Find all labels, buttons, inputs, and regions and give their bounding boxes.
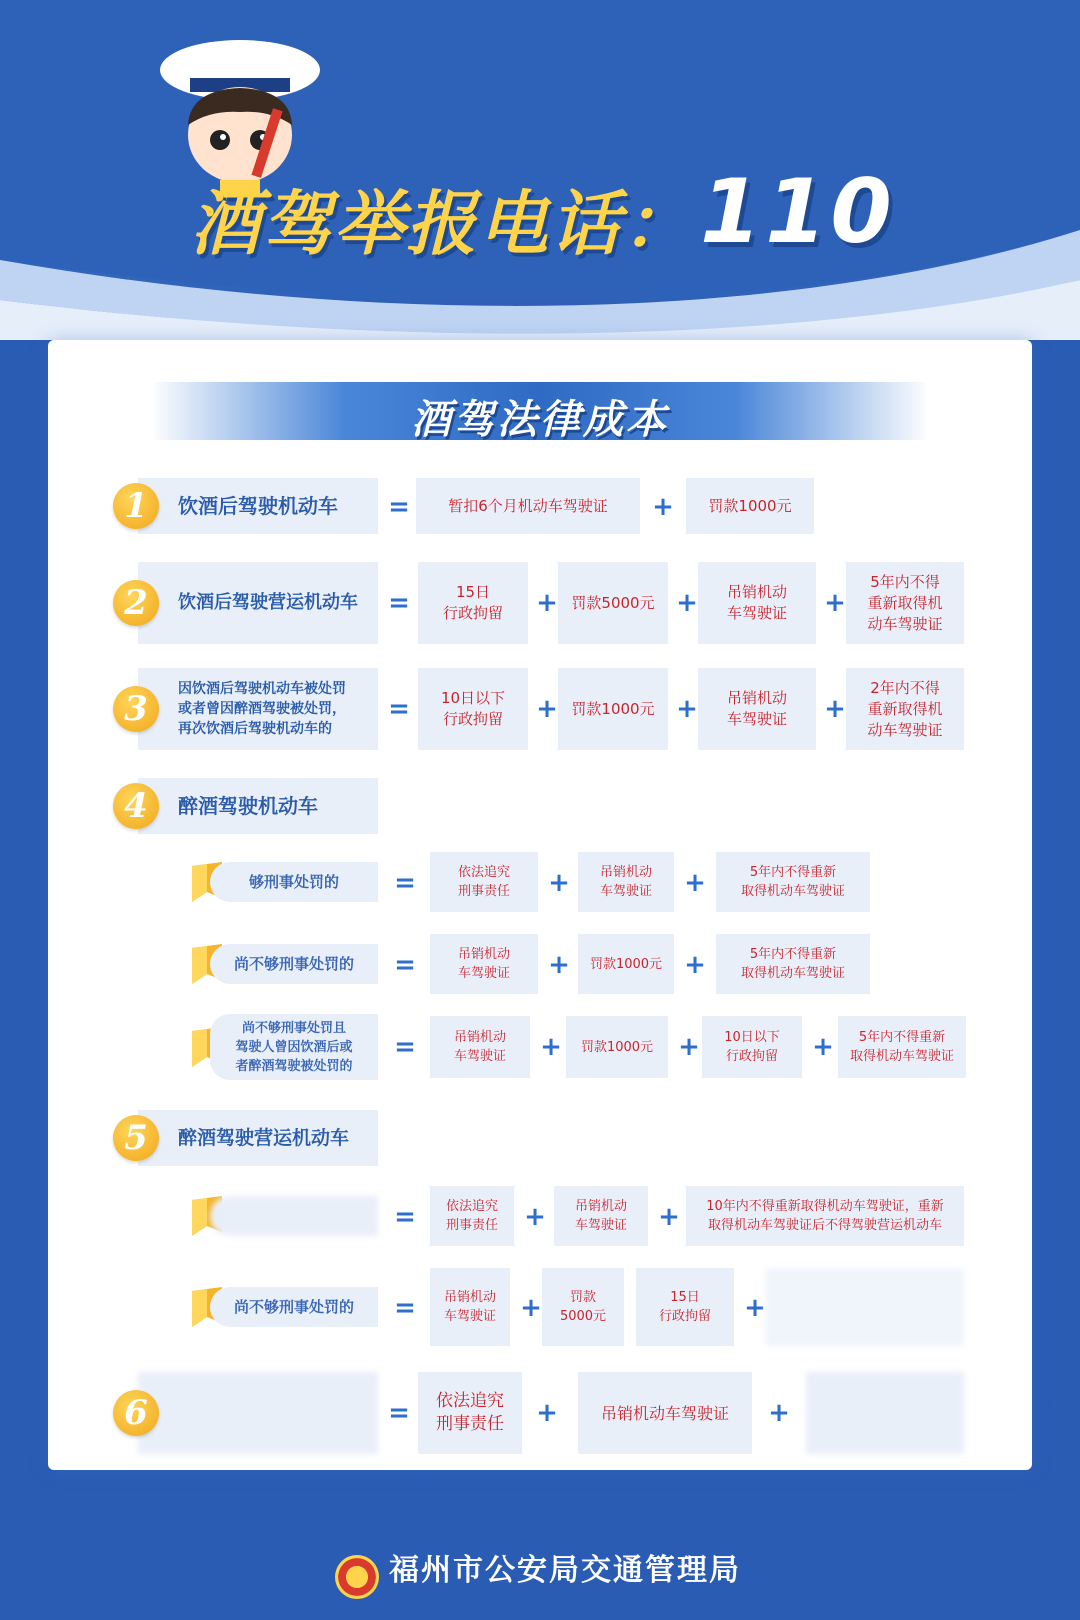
equals-sign: = (388, 1398, 410, 1428)
sub4-item: 罚款1000元 (578, 934, 674, 994)
row-label-4: 醉酒驾驶机动车 (138, 778, 378, 834)
row3-item: 吊销机动 车驾驶证 (698, 668, 816, 750)
row2-item: 5年内不得 重新取得机 动车驾驶证 (846, 562, 964, 644)
plus-sign: + (524, 1202, 546, 1232)
row-badge-1: 1 (113, 483, 159, 529)
plus-sign: + (536, 1398, 558, 1428)
equals-sign: = (388, 694, 410, 724)
row-label-3: 因饮酒后驾驶机动车被处罚 或者曾因醉酒驾驶被处罚， 再次饮酒后驾驶机动车的 (138, 668, 378, 750)
row-badge-4: 4 (113, 783, 159, 829)
equals-sign: = (388, 492, 410, 522)
equals-sign: = (394, 1032, 416, 1062)
sub4-item: 5年内不得重新 取得机动车驾驶证 (838, 1016, 966, 1078)
equals-sign: = (394, 1202, 416, 1232)
plus-sign: + (536, 694, 558, 724)
sub4-item: 吊销机动 车驾驶证 (430, 934, 538, 994)
sub5-item: 吊销机动 车驾驶证 (554, 1186, 648, 1246)
sub5-item (766, 1268, 964, 1346)
sub4-label: 够刑事处罚的 (210, 862, 378, 902)
plus-sign: + (684, 868, 706, 898)
sub5-label (210, 1196, 378, 1236)
sub4-item: 5年内不得重新 取得机动车驾驶证 (716, 852, 870, 912)
sub4-label: 尚不够刑事处罚且 驾驶人曾因饮酒后或 者醉酒驾驶被处罚的 (210, 1014, 378, 1080)
sub5-item: 15日 行政拘留 (636, 1268, 734, 1346)
row3-item: 10日以下 行政拘留 (418, 668, 528, 750)
plus-sign: + (548, 868, 570, 898)
sub4-item: 罚款1000元 (566, 1016, 668, 1078)
footer-org (0, 1545, 1080, 1589)
plus-sign: + (824, 588, 846, 618)
plus-sign: + (652, 492, 674, 522)
plus-sign: + (768, 1398, 790, 1428)
sub5-item: 10年内不得重新取得机动车驾驶证，重新 取得机动车驾驶证后不得驾驶营运机动车 (686, 1186, 964, 1246)
equals-sign: = (394, 950, 416, 980)
plus-sign: + (540, 1032, 562, 1062)
row-label-2: 饮酒后驾驶营运机动车 (138, 562, 378, 644)
row-badge-5: 5 (113, 1115, 159, 1161)
equals-sign: = (388, 588, 410, 618)
sub5-item: 依法追究 刑事责任 (430, 1186, 514, 1246)
sub4-item: 5年内不得重新 取得机动车驾驶证 (716, 934, 870, 994)
hotline-number: 110 (700, 160, 896, 263)
row-label-1: 饮酒后驾驶机动车 (138, 478, 378, 534)
sub4-item: 吊销机动 车驾驶证 (430, 1016, 530, 1078)
plus-sign: + (684, 950, 706, 980)
plus-sign: + (676, 588, 698, 618)
row-badge-6: 6 (113, 1390, 159, 1436)
sub5-item: 吊销机动 车驾驶证 (430, 1268, 510, 1346)
sub4-item: 吊销机动 车驾驶证 (578, 852, 674, 912)
section-title: 酒驾法律成本 (411, 397, 669, 443)
row6-item: 依法追究 刑事责任 (418, 1372, 522, 1454)
row2-item: 罚款5000元 (558, 562, 668, 644)
sub4-item: 10日以下 行政拘留 (702, 1016, 802, 1078)
equals-sign: = (394, 868, 416, 898)
row1-item: 罚款1000元 (686, 478, 814, 534)
sub5-item: 罚款 5000元 (542, 1268, 624, 1346)
footer-text: 福州市公安局交通管理局 (389, 1553, 741, 1588)
plus-sign: + (658, 1202, 680, 1232)
plus-sign: + (520, 1293, 542, 1323)
plus-sign: + (536, 588, 558, 618)
plus-sign: + (548, 950, 570, 980)
section-banner (150, 382, 930, 443)
plus-sign: + (744, 1293, 766, 1323)
row2-item: 吊销机动 车驾驶证 (698, 562, 816, 644)
row1-item: 暂扣6个月机动车驾驶证 (416, 478, 640, 534)
equals-sign: = (394, 1293, 416, 1323)
row-label-5: 醉酒驾驶营运机动车 (138, 1110, 378, 1166)
plus-sign: + (678, 1032, 700, 1062)
row2-item: 15日 行政拘留 (418, 562, 528, 644)
hotline-title: 酒驾举报电话： (190, 183, 694, 265)
row-badge-3: 3 (113, 686, 159, 732)
row6-item (806, 1372, 964, 1454)
row6-item: 吊销机动车驾驶证 (578, 1372, 752, 1454)
sub4-item: 依法追究 刑事责任 (430, 852, 538, 912)
plus-sign: + (824, 694, 846, 724)
row-badge-2: 2 (113, 580, 159, 626)
plus-sign: + (676, 694, 698, 724)
plus-sign: + (812, 1032, 834, 1062)
sub5-label: 尚不够刑事处罚的 (210, 1287, 378, 1327)
row-label-6 (138, 1372, 378, 1454)
row3-item: 2年内不得 重新取得机 动车驾驶证 (846, 668, 964, 750)
sub4-label: 尚不够刑事处罚的 (210, 944, 378, 984)
row3-item: 罚款1000元 (558, 668, 668, 750)
